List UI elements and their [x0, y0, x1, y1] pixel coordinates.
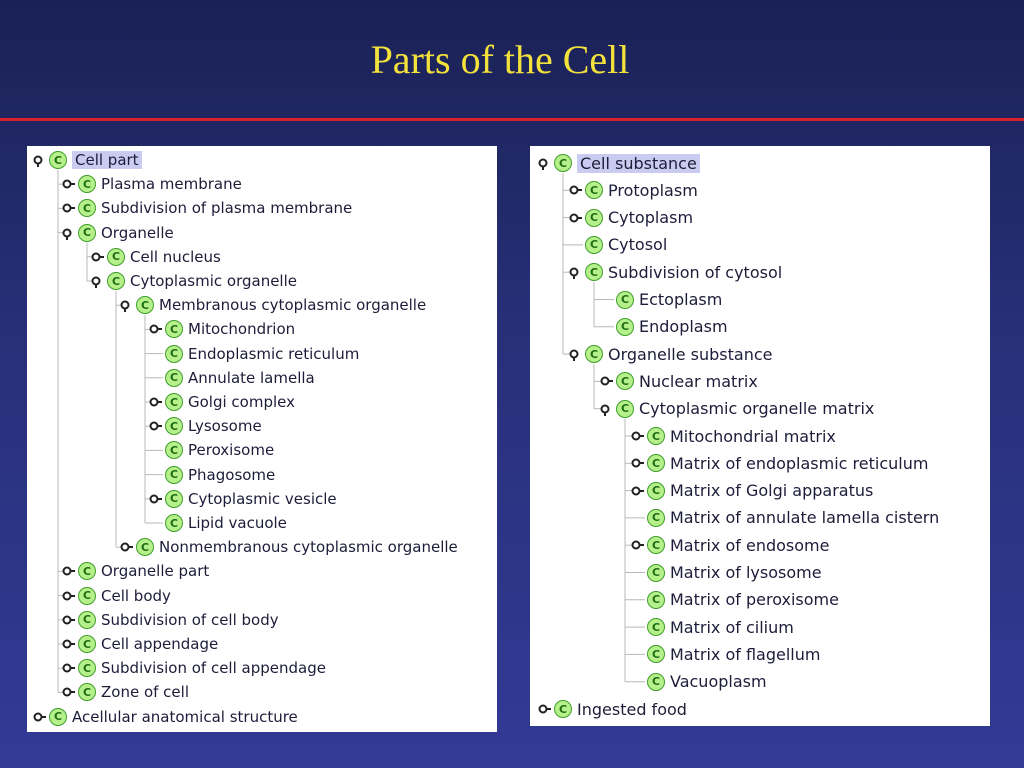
leaf-spacer	[600, 293, 614, 307]
leaf-spacer	[149, 516, 163, 530]
tree-node-label: Matrix of endoplasmic reticulum	[670, 453, 929, 473]
collapsed-toggle-icon[interactable]	[62, 589, 76, 603]
collapsed-toggle-icon[interactable]	[631, 484, 645, 498]
class-badge-icon: C	[78, 199, 96, 217]
collapsed-toggle-icon[interactable]	[91, 250, 105, 264]
class-badge-icon: C	[647, 427, 665, 445]
tree-node-label: Cytosol	[608, 235, 668, 255]
tree-node-label: Lysosome	[188, 417, 262, 436]
expanded-toggle-icon[interactable]	[569, 347, 583, 361]
collapsed-toggle-icon[interactable]	[631, 456, 645, 470]
class-badge-icon: C	[647, 509, 665, 527]
tree-node[interactable]	[149, 488, 337, 510]
tree-node[interactable]	[149, 439, 274, 461]
tree-node[interactable]	[62, 222, 174, 244]
class-badge-icon: C	[107, 248, 125, 266]
tree-node-label: Subdivision of cell appendage	[101, 659, 326, 678]
tree-node[interactable]	[120, 536, 458, 558]
collapsed-toggle-icon[interactable]	[600, 374, 614, 388]
class-badge-icon: C	[49, 151, 67, 169]
class-badge-icon: C	[616, 372, 634, 390]
tree-node-label: Matrix of cilium	[670, 617, 794, 637]
class-badge-icon: C	[78, 635, 96, 653]
class-badge-icon: C	[616, 291, 634, 309]
tree-node[interactable]	[600, 370, 758, 392]
tree-node-label: Cell nucleus	[130, 247, 221, 266]
class-badge-icon: C	[165, 345, 183, 363]
tree-node-label: Lipid vacuole	[188, 514, 287, 532]
expanded-toggle-icon[interactable]	[120, 298, 134, 312]
tree-node-label: Zone of cell	[101, 683, 189, 702]
collapsed-toggle-icon[interactable]	[62, 201, 76, 215]
tree-node-label: Matrix of annulate lamella cistern	[670, 508, 940, 528]
expanded-toggle-icon[interactable]	[600, 402, 614, 416]
tree-node[interactable]	[149, 343, 359, 365]
class-badge-icon: C	[647, 536, 665, 554]
tree-node[interactable]	[569, 261, 782, 283]
tree-node[interactable]	[600, 316, 728, 338]
tree-node[interactable]	[149, 512, 287, 534]
tree-node-label: Subdivision of cell body	[101, 610, 279, 629]
tree-node[interactable]	[631, 425, 836, 447]
expanded-toggle-icon[interactable]	[62, 226, 76, 240]
tree-node[interactable]	[631, 480, 873, 502]
tree-node[interactable]	[631, 671, 767, 693]
class-badge-icon: C	[165, 514, 183, 532]
tree-node[interactable]	[62, 681, 189, 703]
tree-node[interactable]	[91, 246, 221, 268]
tree-node[interactable]	[62, 657, 326, 679]
tree-node-label: Vacuoplasm	[670, 672, 767, 692]
tree-node-label: Golgi complex	[188, 393, 295, 411]
tree-node-label: Subdivision of plasma membrane	[101, 199, 353, 218]
tree-node[interactable]	[631, 616, 794, 638]
collapsed-toggle-icon[interactable]	[62, 637, 76, 651]
class-badge-icon: C	[78, 659, 96, 677]
tree-node-label: Organelle substance	[608, 344, 773, 364]
tree-node-label: Organelle part	[101, 562, 210, 581]
leaf-spacer	[631, 647, 645, 661]
tree-node[interactable]	[149, 415, 262, 437]
tree-node[interactable]	[33, 149, 142, 171]
tree-node-label: Cytoplasm	[608, 208, 694, 228]
collapsed-toggle-icon[interactable]	[569, 211, 583, 225]
tree-node-label: Acellular anatomical structure	[72, 707, 298, 726]
class-badge-icon: C	[136, 296, 154, 314]
class-badge-icon: C	[49, 708, 67, 726]
class-badge-icon: C	[647, 482, 665, 500]
tree-node-label: Annulate lamella	[188, 368, 315, 387]
tree-node[interactable]	[62, 633, 218, 655]
tree-node-label: Cell part	[72, 151, 142, 169]
class-badge-icon: C	[165, 417, 183, 435]
class-badge-icon: C	[554, 154, 572, 172]
leaf-spacer	[631, 511, 645, 525]
tree-node[interactable]	[631, 507, 939, 529]
tree-node-label: Matrix of Golgi apparatus	[670, 481, 874, 501]
leaf-spacer	[149, 443, 163, 457]
leaf-spacer	[149, 371, 163, 385]
collapsed-toggle-icon[interactable]	[62, 685, 76, 699]
class-badge-icon: C	[647, 564, 665, 582]
class-badge-icon: C	[107, 272, 125, 290]
class-badge-icon: C	[78, 224, 96, 242]
tree-node-label: Matrix of endosome	[670, 535, 830, 555]
tree-node-label: Cell substance	[577, 154, 700, 173]
left-tree-panel[interactable]	[27, 146, 497, 732]
class-badge-icon: C	[165, 369, 183, 387]
tree-node[interactable]	[600, 398, 874, 420]
class-badge-icon: C	[585, 181, 603, 199]
collapsed-toggle-icon[interactable]	[62, 661, 76, 675]
class-badge-icon: C	[78, 587, 96, 605]
collapsed-toggle-icon[interactable]	[569, 183, 583, 197]
tree-node-label: Ingested food	[577, 699, 687, 719]
class-badge-icon: C	[647, 673, 665, 691]
tree-node-label: Endoplasmic reticulum	[188, 344, 360, 363]
tree-node-label: Cell body	[101, 586, 171, 605]
tree-node-label: Cytoplasmic organelle	[130, 272, 297, 290]
tree-node[interactable]	[62, 609, 279, 631]
tree-node-label: Ectoplasm	[639, 290, 723, 309]
expanded-toggle-icon[interactable]	[33, 153, 47, 167]
class-badge-icon: C	[165, 320, 183, 338]
tree-node-label: Endoplasm	[639, 317, 728, 337]
tree-node[interactable]	[149, 367, 315, 389]
tree-node-label: Membranous cytoplasmic organelle	[159, 296, 427, 315]
tree-node[interactable]	[62, 173, 242, 195]
tree-node-label: Matrix of peroxisome	[670, 590, 839, 610]
tree-node-label: Nonmembranous cytoplasmic organelle	[159, 538, 458, 557]
collapsed-toggle-icon[interactable]	[62, 613, 76, 627]
tree-node[interactable]	[91, 270, 297, 292]
class-badge-icon: C	[165, 393, 183, 411]
class-badge-icon: C	[78, 683, 96, 701]
class-badge-icon: C	[616, 400, 634, 418]
class-badge-icon: C	[78, 611, 96, 629]
tree-node-label: Subdivision of cytosol	[608, 262, 783, 282]
class-badge-icon: C	[585, 263, 603, 281]
collapsed-toggle-icon[interactable]	[149, 322, 163, 336]
collapsed-toggle-icon[interactable]	[149, 492, 163, 506]
tree-node[interactable]	[149, 464, 275, 486]
leaf-spacer	[600, 320, 614, 334]
class-badge-icon: C	[585, 236, 603, 254]
leaf-spacer	[631, 566, 645, 580]
class-badge-icon: C	[78, 562, 96, 580]
tree-node-label: Matrix of lysosome	[670, 563, 822, 582]
tree-node[interactable]	[149, 391, 295, 413]
class-badge-icon: C	[136, 538, 154, 556]
tree-node[interactable]	[149, 318, 295, 340]
tree-node-label: Cytoplasmic vesicle	[188, 489, 337, 508]
tree-node-label: Matrix of flagellum	[670, 644, 821, 664]
tree-node[interactable]	[600, 289, 722, 311]
leaf-spacer	[631, 593, 645, 607]
leaf-spacer	[569, 238, 583, 252]
collapsed-toggle-icon[interactable]	[33, 710, 47, 724]
collapsed-toggle-icon[interactable]	[62, 177, 76, 191]
class-badge-icon: C	[585, 209, 603, 227]
class-badge-icon: C	[165, 466, 183, 484]
class-badge-icon: C	[647, 645, 665, 663]
tree-node[interactable]	[62, 197, 352, 219]
class-badge-icon: C	[78, 175, 96, 193]
tree-node[interactable]	[62, 585, 171, 607]
leaf-spacer	[149, 347, 163, 361]
tree-node-label: Peroxisome	[188, 441, 275, 460]
expanded-toggle-icon[interactable]	[91, 274, 105, 288]
class-badge-icon: C	[585, 345, 603, 363]
leaf-spacer	[631, 620, 645, 634]
tree-node[interactable]	[120, 294, 426, 316]
tree-node-label: Mitochondrion	[188, 320, 296, 339]
tree-node[interactable]	[538, 152, 700, 174]
collapsed-toggle-icon[interactable]	[631, 429, 645, 443]
collapsed-toggle-icon[interactable]	[149, 395, 163, 409]
tree-node[interactable]	[569, 207, 693, 229]
tree-node[interactable]	[631, 562, 822, 584]
tree-node[interactable]	[631, 452, 928, 474]
tree-node[interactable]	[631, 589, 839, 611]
class-badge-icon: C	[647, 591, 665, 609]
collapsed-toggle-icon[interactable]	[538, 702, 552, 716]
class-badge-icon: C	[165, 490, 183, 508]
title-divider	[0, 118, 1024, 121]
class-badge-icon: C	[554, 700, 572, 718]
slide-title: Parts of the Cell	[370, 37, 630, 82]
tree-node[interactable]	[631, 643, 820, 665]
tree-node-label: Cell appendage	[101, 635, 219, 653]
expanded-toggle-icon[interactable]	[538, 156, 552, 170]
tree-node[interactable]	[569, 343, 772, 365]
collapsed-toggle-icon[interactable]	[120, 540, 134, 554]
tree-node-label: Cytoplasmic organelle matrix	[639, 399, 875, 419]
tree-node[interactable]	[569, 179, 698, 201]
expanded-toggle-icon[interactable]	[569, 265, 583, 279]
collapsed-toggle-icon[interactable]	[149, 419, 163, 433]
class-badge-icon: C	[616, 318, 634, 336]
tree-node-label: Protoplasm	[608, 180, 698, 200]
class-badge-icon: C	[165, 441, 183, 459]
tree-node[interactable]	[538, 698, 687, 720]
tree-node-label: Plasma membrane	[101, 175, 242, 194]
tree-node-label: Phagosome	[188, 465, 276, 484]
tree-node[interactable]	[33, 706, 298, 728]
leaf-spacer	[631, 675, 645, 689]
collapsed-toggle-icon[interactable]	[631, 538, 645, 552]
collapsed-toggle-icon[interactable]	[62, 564, 76, 578]
leaf-spacer	[149, 468, 163, 482]
tree-node-label: Mitochondrial matrix	[670, 426, 836, 446]
tree-node[interactable]	[62, 560, 209, 582]
tree-node[interactable]	[631, 534, 829, 556]
tree-node-label: Organelle	[101, 223, 174, 242]
class-badge-icon: C	[647, 454, 665, 472]
right-tree-panel[interactable]	[530, 146, 990, 726]
tree-node-label: Nuclear matrix	[639, 371, 758, 391]
tree-node[interactable]	[569, 234, 667, 256]
class-badge-icon: C	[647, 618, 665, 636]
